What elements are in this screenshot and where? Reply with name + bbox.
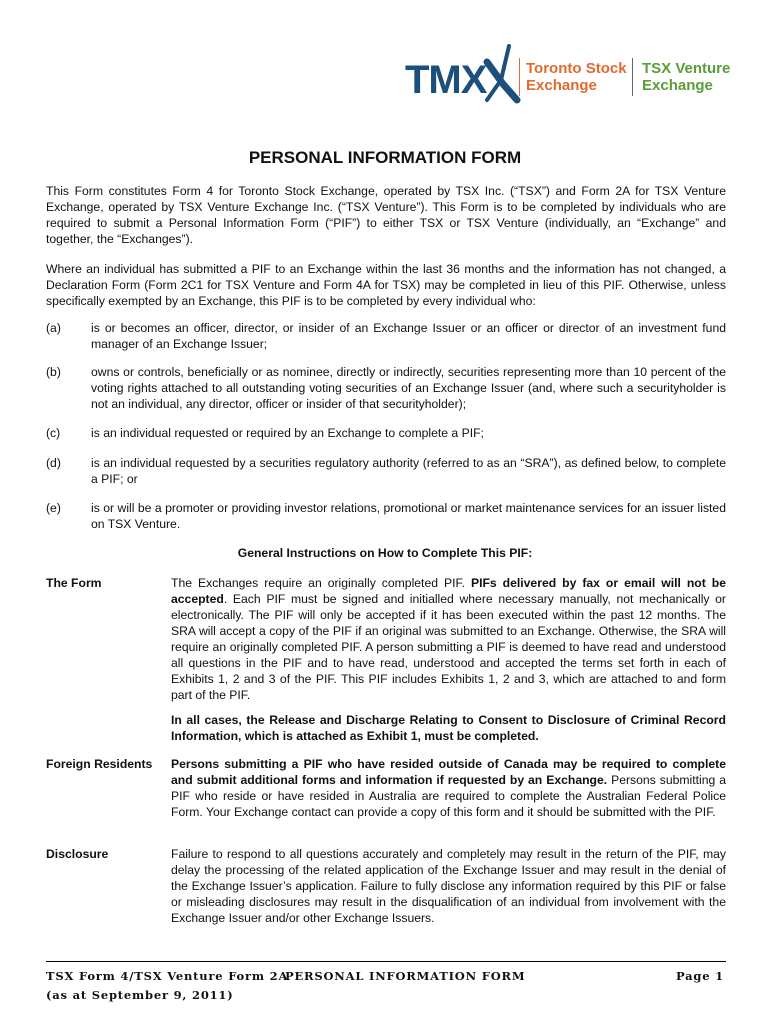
tsxv-line-1: TSX Venture bbox=[642, 60, 731, 77]
form-release-note: In all cases, the Release and Discharge Relating to Consent to Disclosure of Criminal Record Information, which is attached as Exhibit 1, must be completed. bbox=[171, 713, 726, 743]
logo-divider bbox=[632, 58, 633, 96]
item-letter: (b) bbox=[46, 365, 61, 379]
footer-page-number: Page 1 bbox=[676, 969, 724, 983]
section-label-foreign: Foreign Residents bbox=[46, 757, 153, 771]
form-text-rest: . Each PIF must be signed and initialled where necessary manually, not mechanically or electronically. The PIF will only be accepted if it has been executed within the past 12 months. The SRA will accept a copy of the PIF if an original was submitted to an Exchange. Otherwise, the SRA will require an originally completed PIF. A person submitting a PIF is deemed to have read and understood all questions in the PIF and to have read, understood and accepted the terms set forth in each of Exhibits 1, 2 and 3 of the PIF. This PIF includes Exhibits 1, 2 and 3, which are attached to and form part of the PIF. bbox=[171, 592, 726, 702]
item-text: is or becomes an officer, director, or insider of an Exchange Issuer or an officer or director of an investment fund manager of an Exchange Issuer; bbox=[91, 321, 726, 351]
tsxv-logo-text bbox=[642, 60, 730, 94]
tsxv-line-2: Exchange bbox=[642, 77, 713, 94]
tsx-line-1: Toronto Stock bbox=[526, 60, 627, 77]
item-text: is an individual requested by a securities regulatory authority (referred to as an “SRA”), as defined below, to complete a PIF; or bbox=[91, 456, 726, 486]
tmx-wordmark: TMX bbox=[405, 58, 487, 102]
item-letter: (a) bbox=[46, 321, 61, 335]
section-text-disclosure: Failure to respond to all questions accurately and completely may result in the return of the PIF, may delay the processing of the related application of the Exchange Issuer and may result in the denial of the Exchange Issuer’s application. Failure to fully disclose any information required by this PIF or false or misleading disclosures may result in the disqualification of an individual from involvement with the Exchange Issuer and/or other Exchange Issuers. bbox=[171, 847, 726, 925]
item-text: owns or controls, beneficially or as nominee, directly or indirectly, securities representing more than 10 percent of the voting rights attached to all outstanding voting securities of an Exchange Issuer (and, where such a securityholder is not an individual, any director, officer or insider of that securityholder); bbox=[91, 365, 726, 411]
footer-rule bbox=[46, 961, 726, 962]
instructions-heading: General Instructions on How to Complete This PIF: bbox=[237, 546, 533, 560]
page-title: PERSONAL INFORMATION FORM bbox=[248, 148, 522, 167]
foreign-text-rest: Persons submitting a PIF who reside or have resided in Australia are required to complete the Australian Federal Police Form. Your Exchange contact can provide a copy of this form and it should be submitted with the PIF. bbox=[171, 773, 726, 819]
item-letter: (c) bbox=[46, 426, 61, 440]
footer-title: PERSONAL INFORMATION FORM bbox=[285, 969, 526, 983]
tmx-x-mark-icon bbox=[481, 36, 521, 104]
footer-form-id: TSX Form 4/TSX Venture Form 2A bbox=[46, 969, 289, 983]
section-label-form: The Form bbox=[46, 576, 102, 590]
section-label-disclosure: Disclosure bbox=[46, 847, 109, 861]
item-text: is an individual requested or required by an Exchange to complete a PIF; bbox=[91, 426, 484, 440]
item-text: is or will be a promoter or providing investor relations, promotional or market maintenance services for an issuer listed on TSX Venture. bbox=[91, 501, 726, 531]
item-letter: (e) bbox=[46, 501, 61, 515]
form-text-start: The Exchanges require an originally completed PIF. bbox=[171, 576, 471, 590]
tsx-logo-text bbox=[526, 60, 627, 94]
tsx-line-2: Exchange bbox=[526, 77, 597, 94]
footer-date: (as at September 9, 2011) bbox=[46, 988, 234, 1002]
logo-divider bbox=[519, 58, 520, 96]
item-letter: (d) bbox=[46, 456, 61, 470]
section-text-form bbox=[171, 575, 726, 703]
intro-paragraph-1: This Form constitutes Form 4 for Toronto Stock Exchange, operated by TSX Inc. (“TSX”) and Form 2A for TSX Venture Exchange, operated by TSX Venture Exchange Inc. (“TSX Venture”). This Form is to be completed by individuals who are required to submit a Personal Information Form (“PIF”) to either TSX or TSX Venture (individually, an “Exchange” and together, the “Exchanges”). bbox=[46, 184, 726, 246]
foreign-text-bold: Persons submitting a PIF who have resided outside of Canada may be required to complete and submit additional forms and information if requested by an Exchange. bbox=[171, 757, 726, 787]
tmx-logo bbox=[405, 36, 735, 108]
section-text-foreign bbox=[171, 756, 726, 820]
intro-paragraph-2: Where an individual has submitted a PIF to an Exchange within the last 36 months and the information has not changed, a Declaration Form (Form 2C1 for TSX Venture and Form 4A for TSX) may be completed in lieu of this PIF. Otherwise, unless specifically exempted by an Exchange, this PIF is to be completed by every individual who: bbox=[46, 262, 726, 308]
form-text-bold: PIFs delivered by fax or email will not be accepted bbox=[171, 576, 726, 606]
